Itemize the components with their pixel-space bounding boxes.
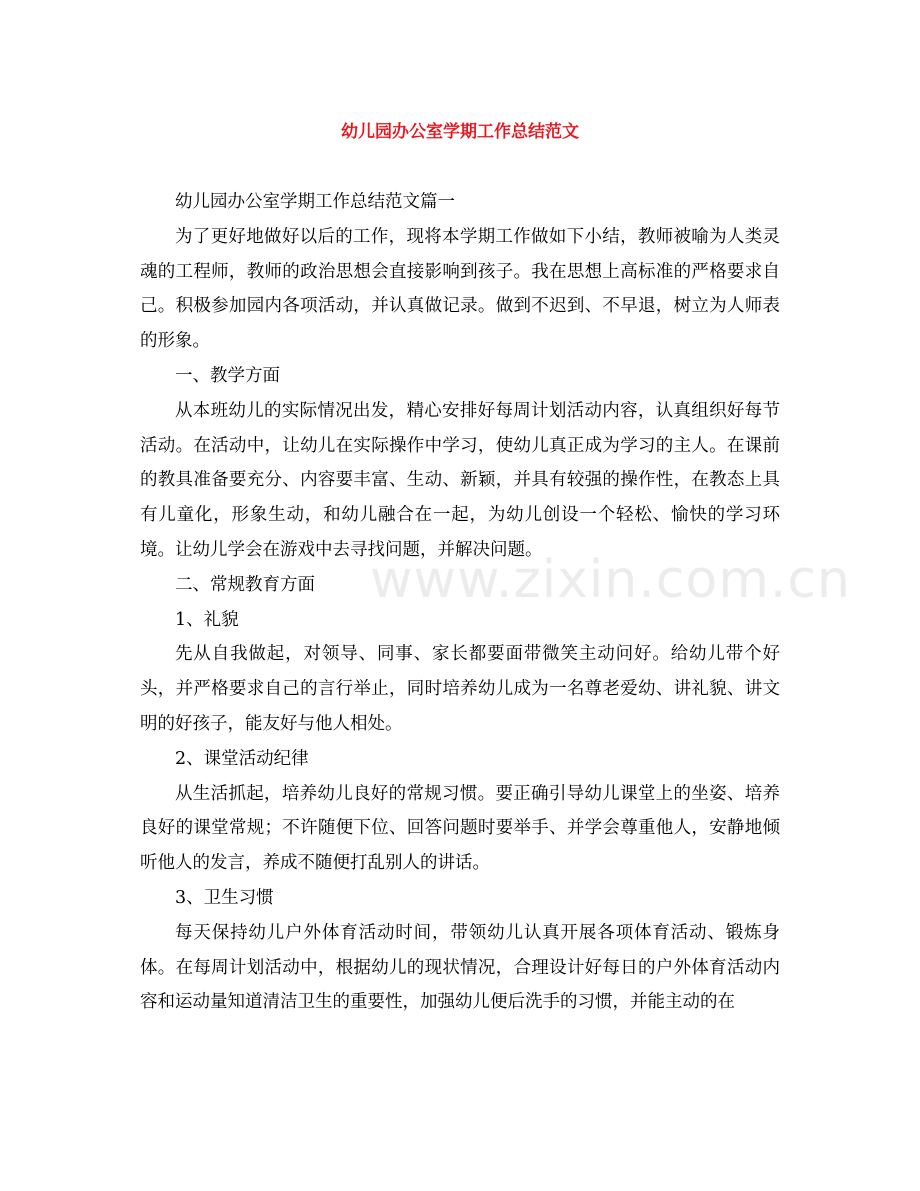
paragraph-hygiene: 每天保持幼儿户外体育活动时间，带领幼儿认真开展各项体育活动、锻炼身体。在每周计划活动中，根据幼儿的现状情况，合理设计好每日的户外体育活动内容和运动量知道清洁卫生的重要性，加强幼儿便后洗手的习惯，并能主动的在: [140, 922, 780, 1013]
subheading-hygiene: 3、卫生习惯: [175, 887, 274, 908]
subheading-manners: 1、礼貌: [175, 609, 239, 630]
paragraph-intro: 为了更好地做好以后的工作，现将本学期工作做如下小结，教师被喻为人类灵魂的工程师，教师的政治思想会直接影响到孩子。我在思想上高标准的严格要求自己。积极参加园内各项活动，并认真做记录。做到不迟到、不早退，树立为人师表的形象。: [140, 226, 780, 352]
document-title: 幼儿园办公室学期工作总结范文: [341, 122, 579, 142]
paragraph-discipline: 从生活抓起，培养幼儿良好的常规习惯。要正确引导幼儿课堂上的坐姿、培养良好的课堂常规；不许随便下位、回答问题时要举手、并学会尊重他人，安静地倾听他人的发言，养成不随便打乱别人的讲话。: [140, 783, 780, 874]
watermark: www.zixin.com.cn: [370, 550, 851, 610]
paragraph-manners: 先从自我做起，对领导、同事、家长都要面带微笑主动问好。给幼儿带个好头，并严格要求自己的言行举止，同时培养幼儿成为一名尊老爱幼、讲礼貌、讲文明的好孩子，能友好与他人相处。: [140, 644, 780, 734]
section-heading-routine: 二、常规教育方面: [175, 574, 315, 595]
subheading-discipline: 2、课堂活动纪律: [175, 748, 309, 769]
paragraph-teaching: 从本班幼儿的实际情况出发，精心安排好每周计划活动内容，认真组织好每节活动。在活动中，让幼儿在实际操作中学习，使幼儿真正成为学习的主人。在课前的教具准备要充分、内容要丰富、生动、新颖，并具有较强的操作性，在教态上具有儿童化，形象生动，和幼儿融合在一起，为幼儿创设一个轻松、愉快的学习环境。让幼儿学会在游戏中去寻找问题，并解决问题。: [140, 400, 780, 560]
section-heading-teaching: 一、教学方面: [175, 365, 280, 386]
paragraph-subtitle: 幼儿园办公室学期工作总结范文篇一: [175, 192, 455, 212]
